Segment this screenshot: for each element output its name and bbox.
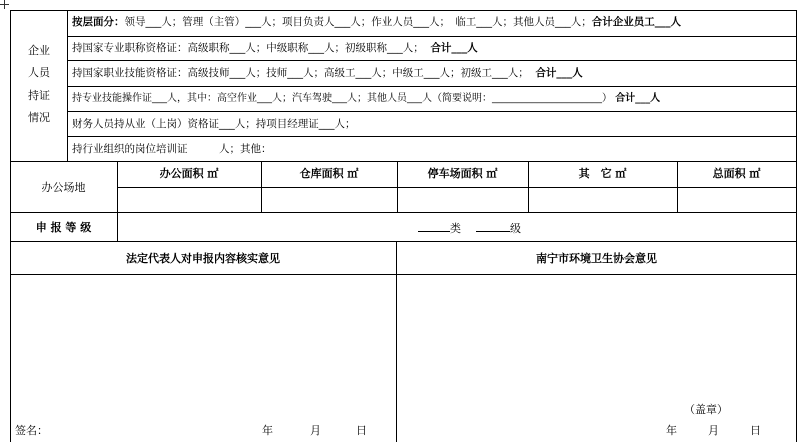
row-line-3 [67, 86, 797, 87]
personnel-section-label-4: 情况 [28, 111, 50, 124]
row-operation-cert-text: 持专业技能操作证___人，其中：高空作业___人；汽车驾驶___人；其他人员___人（简要说明：______________________） [72, 93, 612, 104]
signature-label[interactable]: 签名： [15, 424, 48, 437]
office-bottom-line [10, 212, 797, 213]
row-line-4 [67, 111, 797, 112]
grade-level-field[interactable] [476, 221, 521, 236]
row-professional-title[interactable] [72, 41, 478, 55]
warehouse-area-header: 仓库面积 ㎡ [299, 167, 359, 180]
row-operation-cert-total: 合计___人 [615, 93, 661, 104]
row-professional-title-total: 合计___人 [430, 42, 478, 54]
office-area-cell[interactable] [118, 188, 260, 211]
seal-label: （盖章） [684, 403, 728, 416]
right-date-day: 日 [750, 424, 761, 437]
grade-bottom-line [10, 241, 797, 242]
office-area-header: 办公面积 ㎡ [159, 167, 219, 180]
personnel-label-divider [67, 10, 68, 162]
parking-area-cell[interactable] [398, 188, 527, 211]
table-move-handle-icon[interactable] [0, 0, 9, 9]
personnel-section-label-2: 人员 [28, 66, 50, 79]
total-area-cell[interactable] [678, 188, 795, 211]
association-opinion-title: 南宁市环境卫生协会意见 [536, 252, 657, 265]
row-by-level-text: 领导___人；管理（主管）___人；项目负责人___人；作业人员___人； 临工___人；其他人员___人； [124, 16, 592, 28]
table-border-right [796, 10, 797, 442]
row-vocational-skill[interactable] [72, 66, 583, 80]
legal-rep-opinion-title: 法定代表人对申报内容核实意见 [126, 252, 280, 265]
row-finance-cert[interactable]: 财务人员持从业（上岗）资格证___人；持项目经理证___人； [72, 118, 356, 130]
row-vocational-skill-total: 合计___人 [535, 67, 583, 79]
grade-class-suffix: 类 [450, 222, 461, 235]
left-date-year: 年 [262, 424, 273, 437]
association-opinion-area[interactable] [397, 275, 795, 400]
personnel-section-label-1: 企业 [28, 44, 50, 57]
row-line-1 [67, 36, 797, 37]
personnel-bottom-line [10, 161, 797, 162]
table-border-top [10, 10, 797, 11]
row-vocational-skill-text: 持国家职业技能资格证：高级技师___人；技师___人；高级工___人；中级工___人；初级工___人； [72, 67, 529, 79]
grade-label-divider [117, 212, 118, 242]
row-professional-title-text: 持国家专业职称资格证：高级职称___人；中级职称___人；初级职称___人； [72, 42, 424, 54]
left-date-day: 日 [356, 424, 367, 437]
total-area-header: 总面积 ㎡ [712, 167, 761, 180]
row-line-2 [67, 60, 797, 61]
grade-level-suffix: 级 [510, 222, 521, 235]
warehouse-area-cell[interactable] [262, 188, 396, 211]
row-by-level-prefix: 按层面分： [72, 16, 125, 28]
row-by-level[interactable] [72, 15, 681, 29]
legal-rep-opinion-area[interactable] [11, 275, 395, 420]
grade-class-field[interactable] [418, 221, 461, 236]
right-date-year: 年 [666, 424, 677, 437]
parking-area-header: 停车场面积 ㎡ [427, 167, 498, 180]
right-date-month: 月 [708, 424, 719, 437]
row-line-5 [67, 136, 797, 137]
grade-label: 申 报 等 级 [35, 221, 92, 234]
other-area-header: 其 它 ㎡ [578, 167, 627, 180]
row-operation-cert[interactable] [72, 92, 660, 106]
left-date-month: 月 [310, 424, 321, 437]
personnel-section-label-3: 持证 [28, 89, 50, 102]
other-area-cell[interactable] [529, 188, 676, 211]
row-industry-training[interactable]: 持行业组织的岗位培训证 人；其他： [72, 143, 272, 155]
row-by-level-total: 合计企业员工___人 [591, 16, 681, 28]
office-label: 办公场地 [41, 181, 86, 194]
